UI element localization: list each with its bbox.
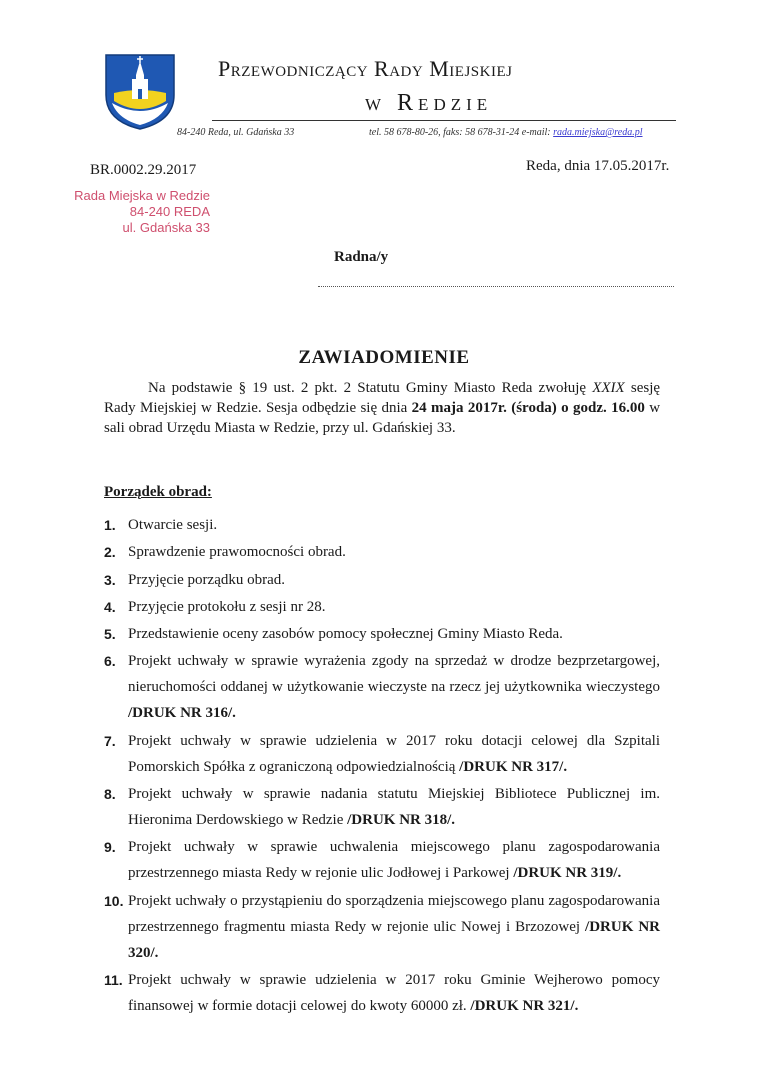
- header-contact: [369, 127, 643, 138]
- email-link[interactable]: rada.miejska@reda.pl: [553, 127, 643, 138]
- agenda-item: [104, 834, 660, 886]
- agenda-item-body: Przedstawienie oceny zasobów pomocy społecznej Gminy Miasto Reda.: [128, 626, 563, 643]
- agenda-item-number: 3.: [104, 571, 116, 588]
- header-contact-text: tel. 58 678-80-26, faks: 58 678-31-24 e-mail:: [369, 127, 551, 138]
- agenda-item-text: [128, 512, 660, 538]
- agenda-item: [104, 621, 660, 647]
- addressee-label: Radna/y: [334, 249, 389, 265]
- agenda-item: [104, 967, 660, 1019]
- druk-number: /DRUK NR 320/.: [128, 918, 660, 961]
- druk-number: /DRUK NR 318/.: [347, 812, 456, 829]
- header-address: 84-240 Reda, ul. Gdańska 33: [177, 127, 295, 138]
- druk-number: /DRUK NR 317/.: [459, 758, 568, 775]
- header-subtitle: w Redzie: [365, 90, 493, 116]
- druk-number: /DRUK NR 319/.: [513, 865, 622, 882]
- agenda-item-body: Przyjęcie porządku obrad.: [128, 571, 286, 588]
- intro-part-2: sesję Rady Miejskiej w Redzie. Sesja odbędzie się dnia: [104, 380, 661, 416]
- agenda-item-number: 7.: [104, 732, 116, 749]
- agenda-item-number: 9.: [104, 839, 116, 856]
- stamp-line-1: Rada Miejska w Redzie: [74, 188, 210, 203]
- agenda-item: [104, 888, 660, 966]
- intro-part-3: w sali obrad Urzędu Miasta w Redzie, przy ul. Gdańskiej 33.: [104, 400, 661, 436]
- agenda-item-body: Projekt uchwały w sprawie uchwalenia miejscowego planu zagospodarowania przestrzennego miasta Redy w rejonie ulic Jodłowej i Parkowej: [128, 839, 660, 882]
- agenda-item-body: Otwarcie sesji.: [128, 517, 218, 533]
- reda-crest-logo: [104, 53, 176, 131]
- agenda-item-body: Projekt uchwały w sprawie udzielenia w 2017 roku dotacji celowej dla Szpitali Pomorskich Spółka z ograniczoną odpowiedzialnością: [128, 732, 660, 775]
- agenda-item-number: 4.: [104, 598, 116, 615]
- agenda-item: [104, 539, 660, 565]
- agenda-item-text: [128, 594, 660, 620]
- agenda-item-number: 8.: [104, 786, 116, 803]
- agenda-item-number: 1.: [104, 517, 116, 533]
- agenda-item-number: 2.: [104, 544, 116, 561]
- agenda-item-number: 5.: [104, 626, 116, 643]
- druk-number: /DRUK NR 316/.: [128, 705, 236, 722]
- reference-number: BR.0002.29.2017: [90, 162, 197, 178]
- agenda-title: Porządek obrad:: [104, 484, 212, 500]
- document-title: ZAWIADOMIENIE: [298, 347, 470, 368]
- agenda-list: [104, 512, 660, 1020]
- agenda-item-body: Projekt uchwały w sprawie udzielenia w 2017 roku Gminie Wejherowo pomocy finansowej w formie dotacji celowej do kwoty 60000 zł.: [128, 971, 660, 1014]
- agenda-item: [104, 594, 660, 620]
- stamp-line-2: 84-240 REDA: [129, 204, 210, 219]
- agenda-item-text: [128, 648, 660, 726]
- addressee-dotted-line: [318, 286, 674, 287]
- intro-paragraph: [104, 378, 660, 438]
- agenda-item: [104, 781, 660, 833]
- agenda-item: [104, 728, 660, 780]
- agenda-item-body: Projekt uchwały w sprawie nadania statutu Miejskiej Bibliotece Publicznej im. Hieronima Derdowskiego w Redzie: [128, 786, 660, 829]
- header-divider: [212, 120, 676, 121]
- agenda-item-text: [128, 967, 660, 1019]
- agenda-item: [104, 567, 660, 593]
- agenda-item-number: 6.: [104, 653, 116, 670]
- session-number: XXIX: [592, 380, 625, 396]
- agenda-item-text: [128, 781, 660, 833]
- agenda-item-text: [128, 539, 660, 565]
- druk-number: /DRUK NR 321/.: [470, 997, 579, 1014]
- header-title: Przewodniczący Rady Miejskiej: [218, 56, 513, 81]
- agenda-item-number: 11.: [104, 971, 123, 988]
- stamp-line-3: ul. Gdańska 33: [122, 220, 210, 235]
- agenda-item-text: [128, 834, 660, 886]
- document-date: Reda, dnia 17.05.2017r.: [526, 158, 670, 174]
- intro-part-1: Na podstawie § 19 ust. 2 pkt. 2 Statutu Gminy Miasto Reda zwołuję: [148, 380, 587, 396]
- council-stamp: [60, 188, 210, 236]
- agenda-item-body: Przyjęcie protokołu z sesji nr 28.: [128, 598, 326, 615]
- agenda-item-text: [128, 888, 660, 966]
- agenda-item-body: Projekt uchwały o przystąpieniu do sporządzenia miejscowego planu zagospodarowania przestrzennego fragmentu miasta Redy w rejonie ulic Nowej i Brzozowej: [128, 892, 660, 935]
- session-datetime: 24 maja 2017r. (środa) o godz. 16.00: [411, 400, 645, 416]
- agenda-item-number: 10.: [104, 892, 124, 909]
- agenda-item: [104, 648, 660, 726]
- agenda-item: [104, 512, 660, 538]
- agenda-item-body: Projekt uchwały w sprawie wyrażenia zgody na sprzedaż w drodze bezprzetargowej, nieruchomości oddanej w użytkowanie wieczyste na rzecz jej użytkownika wieczystego: [128, 653, 660, 696]
- agenda-item-text: [128, 567, 660, 593]
- agenda-item-text: [128, 621, 660, 647]
- agenda-item-text: [128, 728, 660, 780]
- agenda-item-body: Sprawdzenie prawomocności obrad.: [128, 544, 346, 561]
